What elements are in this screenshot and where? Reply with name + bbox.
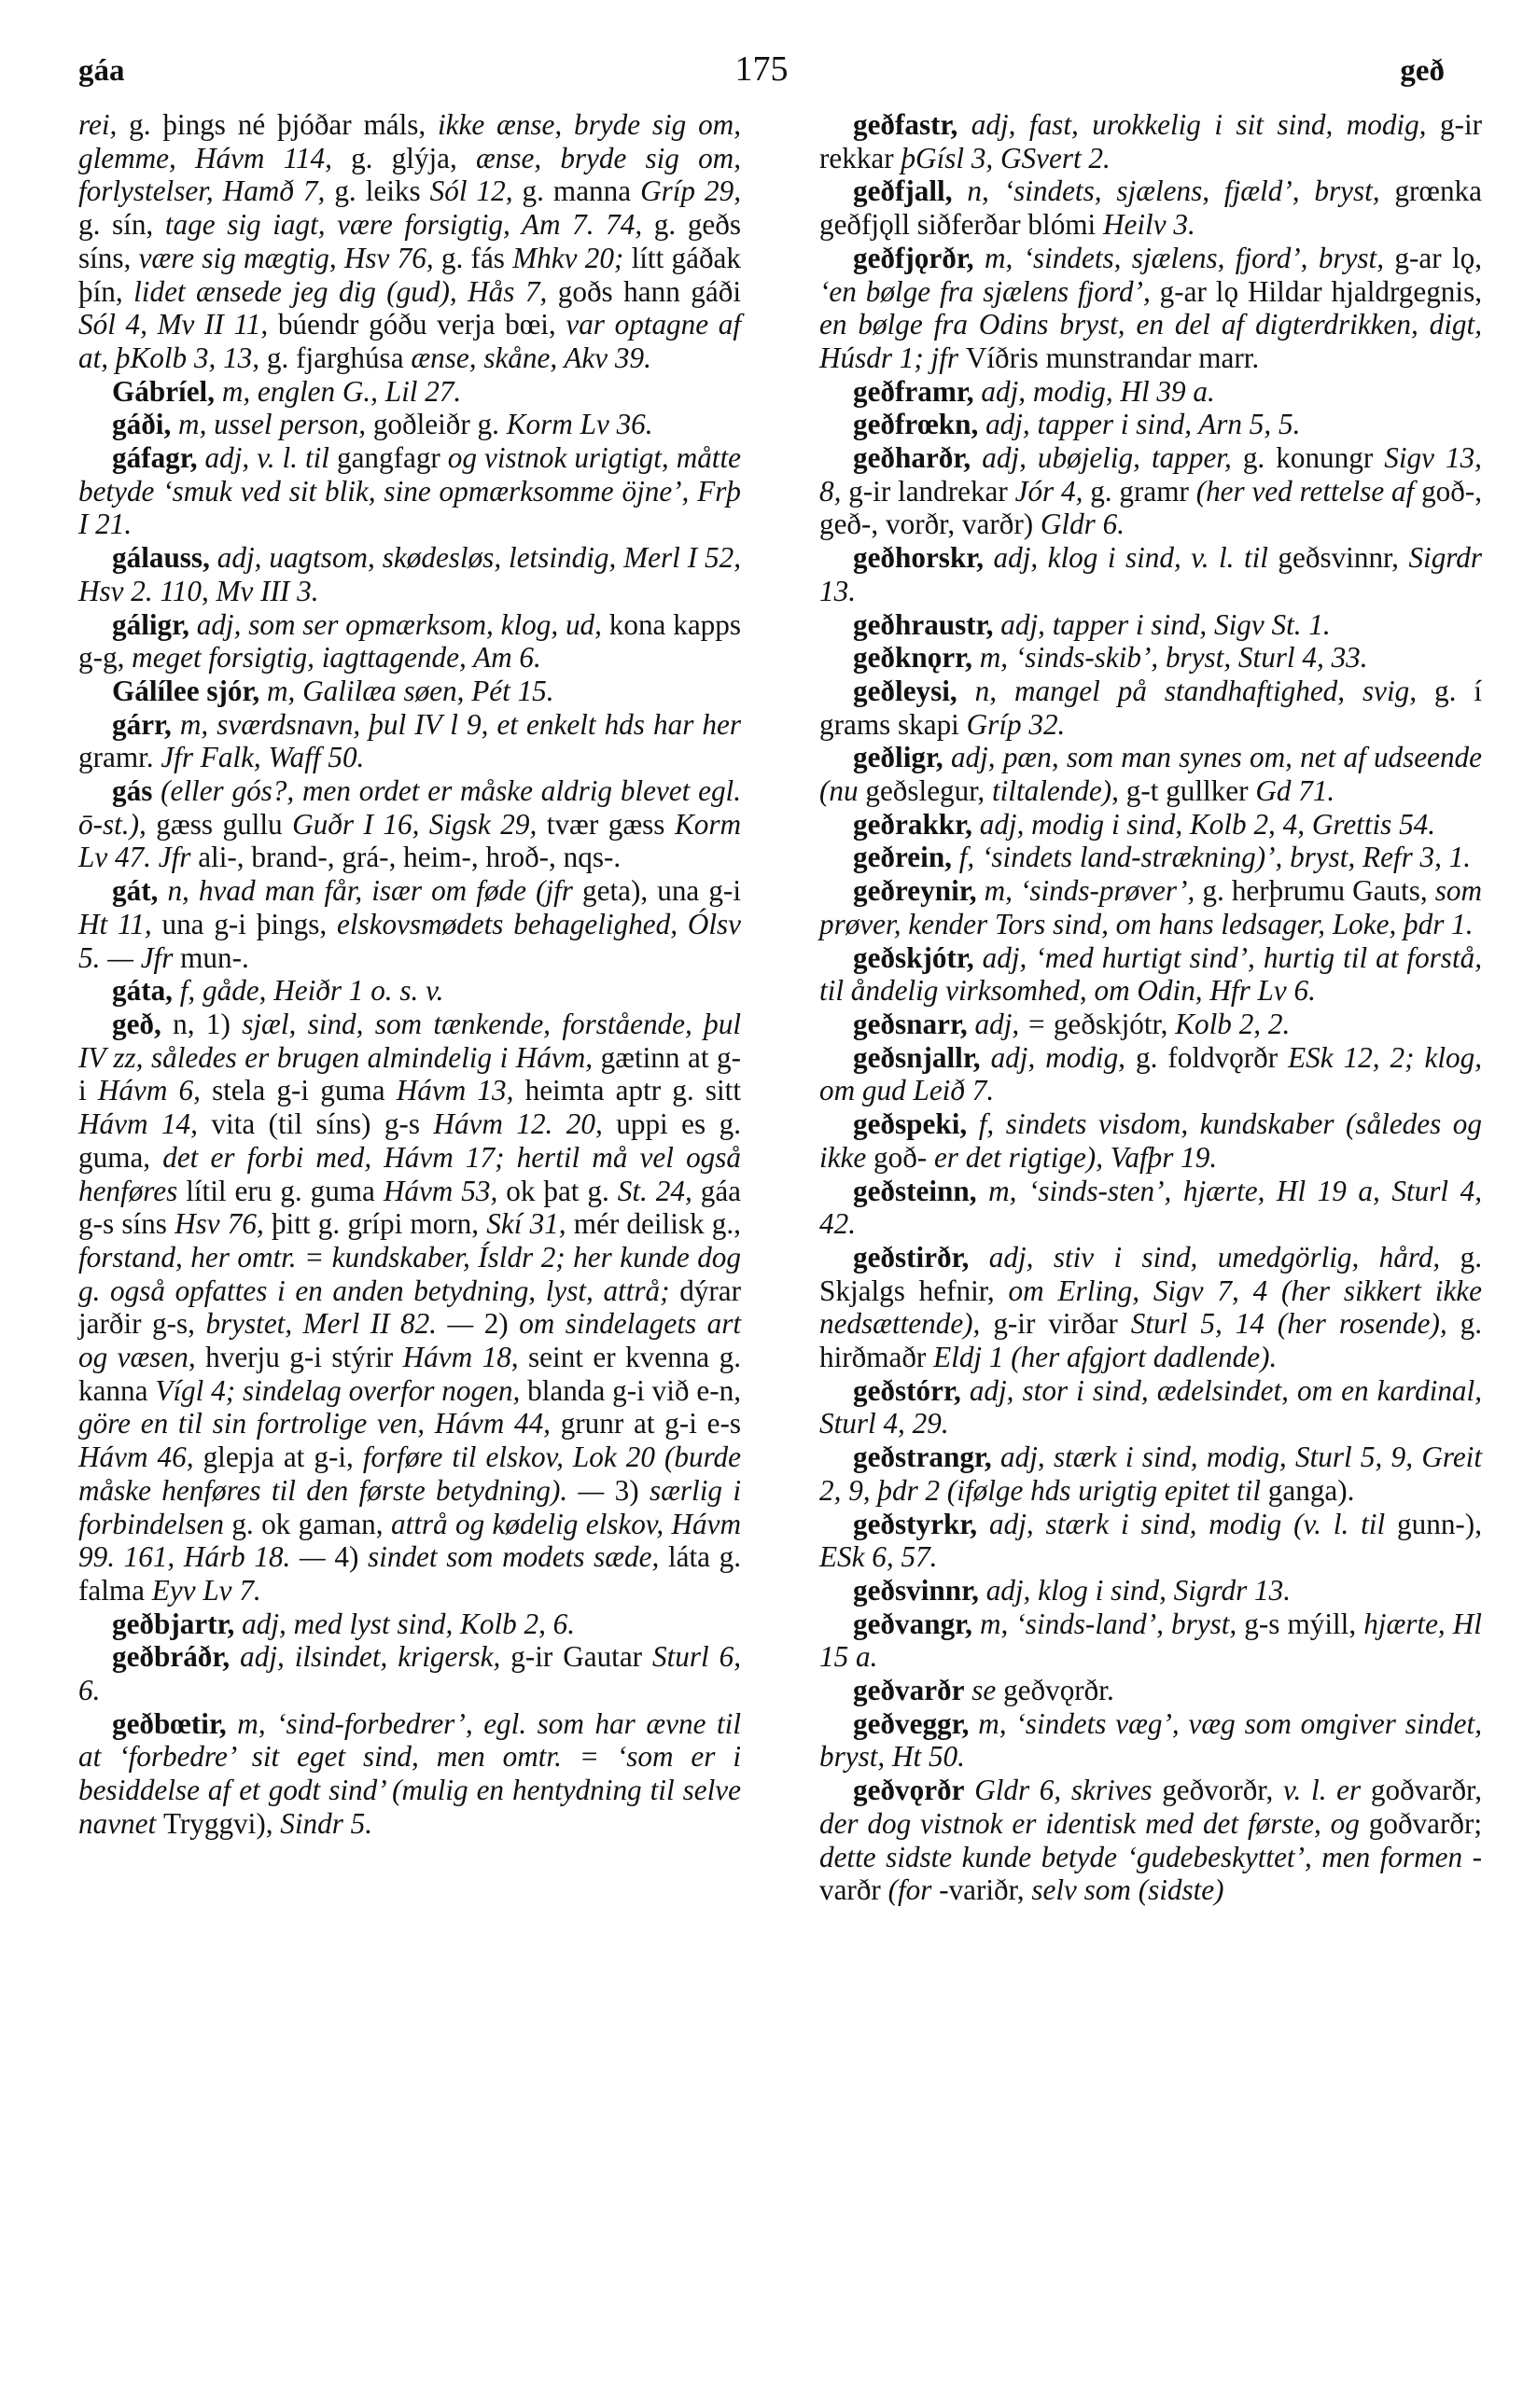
entry-quote-text: g. sín, xyxy=(78,208,165,242)
entry-gloss-text: Sturl 5, 14 (her rosende), xyxy=(1130,1307,1460,1341)
entry-gloss-text: Heilv 3. xyxy=(1103,208,1195,242)
entry-quote-text: lítil eru g. guma xyxy=(186,1174,384,1207)
entry-quote-text: Tryggvi), xyxy=(162,1806,281,1840)
entry-gloss-text: Gd 71. xyxy=(1255,774,1335,808)
entry-gloss-text: Hávm 12. 20, xyxy=(433,1107,617,1141)
entry-quote-text: gætinn at g-i xyxy=(78,1040,741,1107)
entry-gloss-text: n, hvad man får, især om føde (jfr xyxy=(158,874,583,908)
right-running-headword: geð xyxy=(1400,54,1445,88)
page-header xyxy=(78,49,1445,95)
entry-headword: geðstrangr, xyxy=(853,1441,992,1474)
entry-gloss-text: adj, = xyxy=(967,1007,1054,1040)
entry-gloss-text: St. 24, xyxy=(617,1174,701,1207)
entry-quote-text: geðvǫrðr. xyxy=(1003,1674,1114,1707)
entry-headword: geðveggr, xyxy=(853,1706,970,1740)
entry-gloss-text: Sigrdr 13. xyxy=(819,541,1483,607)
dictionary-entry xyxy=(819,1608,1482,1674)
entry-gloss-text: der dog vistnok er identisk med det første, og xyxy=(819,1806,1369,1840)
entry-headword: geðbjartr, xyxy=(112,1607,235,1640)
entry-quote-text: -varðr xyxy=(819,1840,1482,1907)
entry-quote-text: grunr at g-i e-s xyxy=(560,1407,741,1441)
dictionary-entry xyxy=(819,841,1482,874)
entry-quote-text: kona kapps g-g, xyxy=(78,607,741,675)
dictionary-entry xyxy=(819,874,1482,940)
entry-gloss-text: adj, modig i sind, Kolb 2, 4, Grettis 54. xyxy=(971,807,1436,841)
dictionary-entry xyxy=(819,608,1482,642)
entry-quote-text: ali-, brand-, grá-, heim-, hroð-, nqs-. xyxy=(198,841,622,874)
entry-quote-text: g. þings né þjóðar máls, xyxy=(129,108,439,141)
entry-gloss-text: Sól 12, xyxy=(429,174,523,208)
entry-gloss-text: adj, uagtsom, skødesløs, letsindig, Merl I 52, Hsv 2. 110, Mv III 3. xyxy=(78,541,741,607)
entry-gloss-text: Sturl 6, 6. xyxy=(78,1640,742,1707)
entry-quote-text: geðslegur, xyxy=(865,774,992,808)
entry-headword: geðknǫrr, xyxy=(853,641,972,675)
entry-gloss-text: Gldr 6. xyxy=(1040,508,1125,541)
entry-quote-text: geta), una g-i xyxy=(582,874,741,908)
entry-quote-text: ok þat g. xyxy=(506,1174,618,1207)
entry-gloss-text: (for xyxy=(887,1873,940,1907)
dictionary-entry xyxy=(819,375,1482,409)
entry-quote-text: goðvarðr, xyxy=(1370,1774,1482,1807)
entry-headword: gás xyxy=(112,774,153,808)
entry-quote-text: uppi es g. guma, xyxy=(78,1107,742,1174)
entry-headword: geðfastr, xyxy=(853,108,958,141)
entry-headword: geðsteinn, xyxy=(853,1174,977,1207)
entry-gloss-text: Sól 4, Mv II 11, xyxy=(78,308,278,341)
dictionary-entry xyxy=(819,1707,1482,1774)
entry-headword: gáfagr, xyxy=(112,441,198,475)
entry-gloss-text: Gríp 32. xyxy=(966,707,1066,741)
dictionary-entry xyxy=(819,1175,1482,1241)
dictionary-entry xyxy=(819,1508,1482,1574)
entry-gloss-text: adj, ‘med hurtigt sind’, hurtig til at forstå, til åndelig virksomhed, om Odin, Hfr Lv 6. xyxy=(819,940,1482,1008)
entry-quote-text: n, 1) xyxy=(161,1007,243,1040)
entry-gloss-text: adj, ilsindet, krigersk, xyxy=(230,1640,511,1674)
entry-headword: geðframr, xyxy=(853,374,974,408)
dictionary-entry xyxy=(819,941,1482,1008)
page-number: 175 xyxy=(734,49,789,89)
entry-headword: geðbœtir, xyxy=(112,1706,227,1740)
entry-gloss-text: adj, tapper i sind, Arn 5, 5. xyxy=(978,408,1301,441)
entry-gloss-text: ikke ænse, bryde sig om, glemme, Hávm 114, xyxy=(78,108,741,174)
entry-gloss-text: adj, modig, Hl 39 a. xyxy=(973,374,1215,408)
entry-headword: geðharðr, xyxy=(853,441,971,475)
right-column xyxy=(819,108,1482,1907)
entry-gloss-text: adj, tapper i sind, Sigv St. 1. xyxy=(993,607,1331,641)
entry-gloss-text: forstand, her omtr. = kundskaber, Ísldr 2; her kunde dog g. også opfattes i en anden betydning, lyst, attrå; xyxy=(78,1240,741,1307)
entry-headword: geðhorskr, xyxy=(853,541,985,575)
entry-gloss-text: ESk 12, 2; klog, om gud Leið 7. xyxy=(819,1040,1482,1107)
entry-headword: geðfjall, xyxy=(853,174,953,208)
entry-headword: geðskjótr, xyxy=(853,940,974,974)
entry-headword: geðvǫrðr xyxy=(853,1774,965,1807)
dictionary-entry xyxy=(819,174,1482,241)
entry-quote-text: g-ir landrekar xyxy=(848,474,1015,508)
entry-headword: gáta, xyxy=(112,974,173,1008)
entry-gloss-text: f, sindets visdom, kundskaber (således og ikke xyxy=(819,1107,1482,1174)
dictionary-entry xyxy=(819,741,1482,807)
dictionary-entry xyxy=(819,1441,1482,1507)
entry-headword: geðhraustr, xyxy=(853,607,994,641)
entry-gloss-text: n, ‘sindets, sjælens, fjæld’, bryst, xyxy=(952,174,1395,208)
entry-quote-text: g-s mýill, xyxy=(1244,1607,1364,1640)
entry-quote-text: búendr góðu verja bœi, xyxy=(277,308,566,341)
entry-gloss-text: v. l. er xyxy=(1283,1774,1371,1807)
entry-quote-text: dýrar jarðir g-s, xyxy=(78,1274,741,1341)
entry-gloss-text: tiltalende), xyxy=(991,774,1126,808)
entry-quote-text: gæss gullu xyxy=(156,807,293,841)
dictionary-entry xyxy=(819,1774,1482,1907)
entry-headword: geðstórr, xyxy=(853,1373,961,1407)
entry-headword: geðvangr, xyxy=(853,1607,972,1640)
entry-gloss-text: f, gåde, Heiðr 1 o. s. v. xyxy=(172,974,444,1008)
entry-gloss-text: det er forbi med, Hávm 17; hertil må vel også henføres xyxy=(78,1140,741,1207)
entry-quote-text: g. leiks xyxy=(334,174,430,208)
entry-gloss-text: m, ‘sinds-prøver’, xyxy=(976,874,1203,908)
entry-headword: Gábríel, xyxy=(112,374,216,408)
entry-headword: geðrein, xyxy=(853,841,952,874)
entry-gloss-text: ænse, bryde sig om, forlystelser, Hamð 7, xyxy=(78,141,741,208)
entry-quote-text: geðskjótr, xyxy=(1053,1007,1176,1040)
entry-quote-text: g-ar lǫ, xyxy=(1394,241,1482,274)
dictionary-entry xyxy=(78,675,741,708)
entry-gloss-text: Ht 11, xyxy=(78,907,162,940)
entry-gloss-text: adj, stiv i sind, umedgörlig, hård, xyxy=(969,1240,1460,1274)
entry-gloss-text: som prøver, kender Tors sind, om hans ledsager, Loke, þdr 1. xyxy=(819,874,1482,940)
entry-gloss-text: Gldr 6, skrives xyxy=(964,1774,1163,1807)
entry-quote-text: tvær gæss xyxy=(546,807,675,841)
entry-gloss-text: selv som (sidste) xyxy=(1031,1873,1224,1907)
entry-quote-text: gáa g-s síns xyxy=(78,1174,741,1241)
entry-headword: geðrakkr, xyxy=(853,807,972,841)
entry-gloss-text: attrå og kødelig elskov, Hávm 99. 161, Hárb 18. — xyxy=(78,1507,741,1574)
entry-quote-text: vita (til síns) g-s xyxy=(211,1107,434,1141)
entry-quote-text: 2) xyxy=(483,1307,520,1341)
dictionary-entry xyxy=(78,608,741,675)
entry-gloss-text: adj, ubøjelig, tapper, xyxy=(971,441,1243,475)
entry-headword: gáligr, xyxy=(112,607,189,641)
entry-headword: geðsnjallr, xyxy=(853,1040,981,1074)
entry-quote-text: g. ok gaman, xyxy=(231,1507,391,1540)
entry-gloss-text: Kolb 2, 2. xyxy=(1175,1007,1291,1040)
entry-headword: Gálílee sjór, xyxy=(112,674,260,707)
entry-quote-text: g-t gullker xyxy=(1125,774,1256,808)
entry-gloss-text: sjæl, sind, som tænkende, forstående, þul IV zz, således er brugen almindelig i Hávm, xyxy=(78,1007,741,1074)
dictionary-entry xyxy=(819,441,1482,541)
dictionary-entry xyxy=(819,641,1482,675)
entry-headword: gát, xyxy=(112,874,159,908)
entry-quote-text: g. gramr xyxy=(1090,474,1196,508)
entry-gloss-text: om Erling, Sigv 7, 4 (her sikkert ikke nedsættende), xyxy=(819,1274,1482,1341)
entry-gloss-text: Korm Lv 47. Jfr xyxy=(78,807,742,874)
entry-quote-text: g. fjarghúsa xyxy=(266,341,412,374)
entry-quote-text: goðleiðr g. xyxy=(372,408,507,441)
entry-headword: geðfrœkn, xyxy=(853,408,979,441)
dictionary-entry xyxy=(819,1041,1482,1107)
entry-quote-text: goð-, geð-, vorðr, varðr) xyxy=(819,474,1483,541)
entry-quote-text: gangfagr xyxy=(336,441,448,475)
entry-gloss-text: Korm Lv 36. xyxy=(506,408,653,441)
entry-quote-text: g. í grams skapi xyxy=(819,674,1482,741)
dictionary-entry xyxy=(819,1107,1482,1174)
entry-gloss-text: göre en til sin fortrolige ven, Hávm 44, xyxy=(78,1407,561,1441)
dictionary-entry xyxy=(78,108,741,375)
entry-quote-text: -variðr, xyxy=(939,1873,1032,1907)
entry-gloss-text: m, ‘sindets, sjælens, fjord’, bryst, xyxy=(973,241,1395,274)
dictionary-entry xyxy=(819,675,1482,741)
dictionary-entry xyxy=(78,1707,741,1841)
dictionary-entry xyxy=(819,242,1482,375)
dictionary-entry xyxy=(78,408,741,441)
entry-quote-text: g-ir Gautar xyxy=(510,1640,653,1674)
entry-gloss-text: var optagne af at, þKolb 3, 13, xyxy=(78,308,742,374)
entry-quote-text: goðs hann gáði xyxy=(557,274,741,308)
entry-quote-text: seint er kvenna g. kanna xyxy=(78,1341,742,1407)
entry-gloss-text: elskovsmødets behagelighed, Ólsv 5. — Jfr xyxy=(78,907,741,974)
entry-gloss-text: adj, v. l. til xyxy=(197,441,337,475)
entry-quote-text: g. manna xyxy=(522,174,641,208)
entry-headword: geðbráðr, xyxy=(112,1640,231,1674)
entry-gloss-text: Hávm 46, xyxy=(78,1441,203,1474)
entry-quote-text: g. foldvǫrðr xyxy=(1135,1040,1289,1074)
entry-gloss-text: lidet ænsede jeg dig (gud), Hås 7, xyxy=(133,274,558,308)
entry-gloss-text: forføre til elskov, Lok 20 (burde måske henføres til den første betydning). — xyxy=(78,1441,741,1507)
entry-gloss-text: dette sidste kunde betyde ‘gudebeskyttet’, men formen xyxy=(819,1840,1473,1873)
dictionary-entry xyxy=(78,375,741,409)
entry-gloss-text: Sindr 5. xyxy=(280,1806,373,1840)
entry-gloss-text: og vistnok urigtigt, måtte betyde ‘smuk ved sit blik, sine opmærksomme öjne’, Frþ I 21. xyxy=(78,441,741,541)
entry-quote-text: goð- xyxy=(873,1140,934,1174)
dictionary-entry xyxy=(819,1008,1482,1041)
entry-gloss-text: Sigv 13, 8, xyxy=(819,441,1482,508)
left-running-headword: gáa xyxy=(78,54,125,88)
entry-quote-text: g. herþrumu Gauts, xyxy=(1202,874,1435,908)
entry-headword: geðligr, xyxy=(853,741,943,774)
entry-gloss-text: se xyxy=(964,1674,1004,1707)
entry-headword: gálauss, xyxy=(112,541,210,575)
entry-gloss-text: (eller gós?, men ordet er måske aldrig blevet egl. ō-st.), xyxy=(78,774,741,841)
entry-headword: geðspeki, xyxy=(853,1107,968,1141)
entry-gloss-text: om sindelagets art og væsen, xyxy=(78,1307,742,1374)
left-column xyxy=(78,108,741,1841)
entry-quote-text: 4) xyxy=(334,1540,369,1574)
entry-gloss-text: m, ‘sinds-land’, bryst, xyxy=(971,1607,1245,1640)
entry-gloss-text: þGísl 3, GSvert 2. xyxy=(901,141,1111,174)
entry-gloss-text: m, Galilæa søen, Pét 15. xyxy=(259,674,554,707)
entry-quote-text: lítt gáðak þín, xyxy=(78,241,741,308)
entry-gloss-text: Jór 4, xyxy=(1014,474,1091,508)
entry-gloss-text: m, ‘sinds-skib’, bryst, Sturl 4, 33. xyxy=(971,641,1368,675)
entry-gloss-text: Mhkv 20; xyxy=(512,241,632,274)
dictionary-entry xyxy=(78,774,741,874)
entry-headword: geðstyrkr, xyxy=(853,1507,978,1540)
dictionary-entry xyxy=(819,1574,1482,1608)
entry-quote-text: blanda g-i við e-n, xyxy=(527,1373,742,1407)
entry-gloss-text: adj, fast, urokkelig i sit sind, modig, xyxy=(957,108,1440,141)
entry-headword: geðstirðr, xyxy=(853,1240,970,1274)
entry-quote-text: mér deilisk g., xyxy=(573,1207,741,1241)
entry-gloss-text: Eyv Lv 7. xyxy=(151,1573,261,1607)
entry-headword: geðvarðr xyxy=(853,1674,965,1707)
entry-quote-text: g-ir virðar xyxy=(993,1307,1131,1341)
entry-gloss-text: ænse, skåne, Akv 39. xyxy=(411,341,651,374)
dictionary-entry xyxy=(819,108,1482,174)
dictionary-entry xyxy=(819,1241,1482,1374)
entry-gloss-text: brystet, Merl II 82. — xyxy=(205,1307,484,1341)
entry-headword: geðsvinnr, xyxy=(853,1573,979,1607)
dictionary-entry xyxy=(78,1008,741,1608)
entry-gloss-text: Jfr Falk, Waff 50. xyxy=(161,741,365,774)
entry-gloss-text: en bølge fra Odins bryst, en del af digterdrikken, digt, Húsdr 1; jfr xyxy=(819,308,1482,374)
entry-gloss-text: Hávm 53, xyxy=(383,1174,507,1207)
entry-gloss-text: Hávm 14, xyxy=(78,1107,212,1141)
entry-quote-text: 3) xyxy=(614,1473,650,1507)
entry-gloss-text: m, ‘sinds-sten’, hjærte, Hl 19 a, Sturl 4, 42. xyxy=(819,1174,1482,1241)
entry-gloss-text: Hávm 18, xyxy=(402,1341,529,1374)
entry-gloss-text: adj, som ser opmærksom, klog, ud, xyxy=(189,607,609,641)
entry-quote-text: geðvorðr, xyxy=(1162,1774,1284,1807)
entry-gloss-text: er det rigtige), Vafþr 19. xyxy=(933,1140,1218,1174)
entry-gloss-text: Hsv 76, xyxy=(175,1207,272,1241)
entry-quote-text: una g-i þings, xyxy=(161,907,337,940)
dictionary-entry xyxy=(819,1674,1482,1707)
entry-gloss-text: være sig mægtig, Hsv 76, xyxy=(138,241,441,274)
entry-headword: geð, xyxy=(112,1007,161,1040)
entry-gloss-text: adj, med lyst sind, Kolb 2, 6. xyxy=(234,1607,576,1640)
entry-gloss-text: adj, klog i sind, Sigrdr 13. xyxy=(978,1573,1292,1607)
entry-gloss-text: f, ‘sindets land-strækning)’, bryst, Refr 3, 1. xyxy=(951,841,1472,874)
entry-quote-text: gunn-), xyxy=(1397,1507,1482,1540)
entry-gloss-text: tage sig iagt, være forsigtig, Am 7. 74, xyxy=(164,208,654,242)
entry-gloss-text: Skí 31, xyxy=(486,1207,574,1241)
entry-quote-text: láta g. falma xyxy=(78,1540,742,1607)
entry-gloss-text: adj, modig, xyxy=(980,1040,1136,1074)
dictionary-entry xyxy=(819,1374,1482,1441)
entry-gloss-text: m, ‘sindets væg’, væg som omgiver sindet, bryst, Ht 50. xyxy=(819,1706,1482,1774)
dictionary-entry xyxy=(78,974,741,1008)
entry-quote-text: glepja at g-i, xyxy=(203,1441,363,1474)
entry-headword: gárr, xyxy=(112,707,172,741)
entry-gloss-text: Hávm 6, xyxy=(97,1074,213,1107)
entry-quote-text: hverju g-i stýrir xyxy=(205,1341,403,1374)
entry-gloss-text: meget forsigtig, iagttagende, Am 6. xyxy=(132,641,541,675)
entry-quote-text: g. fás xyxy=(440,241,513,274)
dictionary-entry xyxy=(819,808,1482,842)
entry-quote-text: þitt g. grípi morn, xyxy=(271,1207,487,1241)
entry-quote-text: g. glýja, xyxy=(351,141,476,174)
entry-gloss-text: adj, stærk i sind, modig, Sturl 5, 9, Greit 2, 9, þdr 2 (ifølge hds urigtig epitet til xyxy=(819,1441,1482,1507)
entry-headword: geðreynir, xyxy=(853,874,977,908)
entry-headword: geðleysi, xyxy=(853,674,957,707)
entry-quote-text: stela g-i guma xyxy=(212,1074,397,1107)
entry-gloss-text: Hávm 13, xyxy=(396,1074,525,1107)
entry-gloss-text: hjærte, Hl 15 a. xyxy=(819,1607,1482,1674)
entry-quote-text: heimta aptr g. sitt xyxy=(524,1074,742,1107)
entry-quote-text: g. geðs síns, xyxy=(78,208,741,274)
entry-gloss-text: ‘en bølge fra sjælens fjord’, xyxy=(819,274,1160,308)
entry-gloss-text: m, ussel person, xyxy=(171,408,373,441)
entry-gloss-text: adj, stærk i sind, modig (v. l. til xyxy=(977,1507,1398,1540)
entry-gloss-text: adj, stor i sind, ædelsindet, om en kardinal, Sturl 4, 29. xyxy=(819,1373,1482,1441)
entry-gloss-text: m, sværdsnavn, þul IV l 9, et enkelt hds har her xyxy=(171,707,741,741)
entry-quote-text: geðsvinnr, xyxy=(1278,541,1409,575)
entry-gloss-text: særlig i forbindelsen xyxy=(78,1473,742,1540)
entry-quote-text: Víðris munstrandar marr. xyxy=(965,341,1260,374)
entry-gloss-text: ESk 6, 57. xyxy=(819,1540,938,1574)
entry-headword: geðfjǫrðr, xyxy=(853,241,974,274)
entry-quote-text: g-ir rekkar xyxy=(819,108,1482,174)
entry-gloss-text: adj, klog i sind, v. l. til xyxy=(984,541,1278,575)
dictionary-entry xyxy=(78,541,741,607)
entry-quote-text: g-ar lǫ Hildar hjaldrgegnis, xyxy=(1159,274,1482,308)
dictionary-entry xyxy=(78,441,741,541)
entry-gloss-text: sindet som modets sæde, xyxy=(368,1540,668,1574)
dictionary-entry xyxy=(819,541,1482,607)
entry-quote-text: ganga). xyxy=(1267,1473,1355,1507)
entry-gloss-text: rei, xyxy=(78,108,130,141)
dictionary-entry xyxy=(819,408,1482,441)
entry-gloss-text: Vígl 4; sindelag overfor nogen, xyxy=(155,1373,528,1407)
entry-quote-text: g. hirðmaðr xyxy=(819,1307,1482,1374)
entry-quote-text: mun-. xyxy=(180,940,249,974)
dictionary-entry xyxy=(78,1608,741,1641)
entry-quote-text: g. konungr xyxy=(1242,441,1385,475)
entry-gloss-text: m, ‘sind-forbedrer’, egl. som har ævne til at ‘forbedre’ sit eget sind, men omtr. = ‘som er i besiddelse af et godt sind’ (mulig en hentydning til selve navnet xyxy=(78,1706,741,1840)
dictionary-entry xyxy=(78,708,741,774)
entry-gloss-text: (her ved rettelse af xyxy=(1195,474,1422,508)
entry-gloss-text: Guðr I 16, Sigsk 29, xyxy=(292,807,547,841)
entry-gloss-text: Eldj 1 (her afgjort dadlende). xyxy=(933,1341,1278,1374)
entry-quote-text: goðvarðr; xyxy=(1368,1806,1482,1840)
entry-gloss-text: n, mangel på standhaftighed, svig, xyxy=(957,674,1434,707)
entry-gloss-text: m, englen G., Lil 27. xyxy=(215,374,462,408)
dictionary-entry xyxy=(78,1640,741,1706)
entry-headword: gáði, xyxy=(112,408,172,441)
entry-headword: geðsnarr, xyxy=(853,1007,968,1040)
entry-gloss-text: adj, pæn, som man synes om, net af udseende (nu xyxy=(819,741,1482,808)
dictionary-entry xyxy=(78,874,741,974)
entry-gloss-text: Gríp 29, xyxy=(640,174,741,208)
entry-quote-text: gramr. xyxy=(78,741,161,774)
entry-quote-text: g. Skjalgs hefnir, xyxy=(819,1240,1482,1307)
entry-quote-text: grœnka geðfjǫll siðferðar blómi xyxy=(819,174,1482,242)
